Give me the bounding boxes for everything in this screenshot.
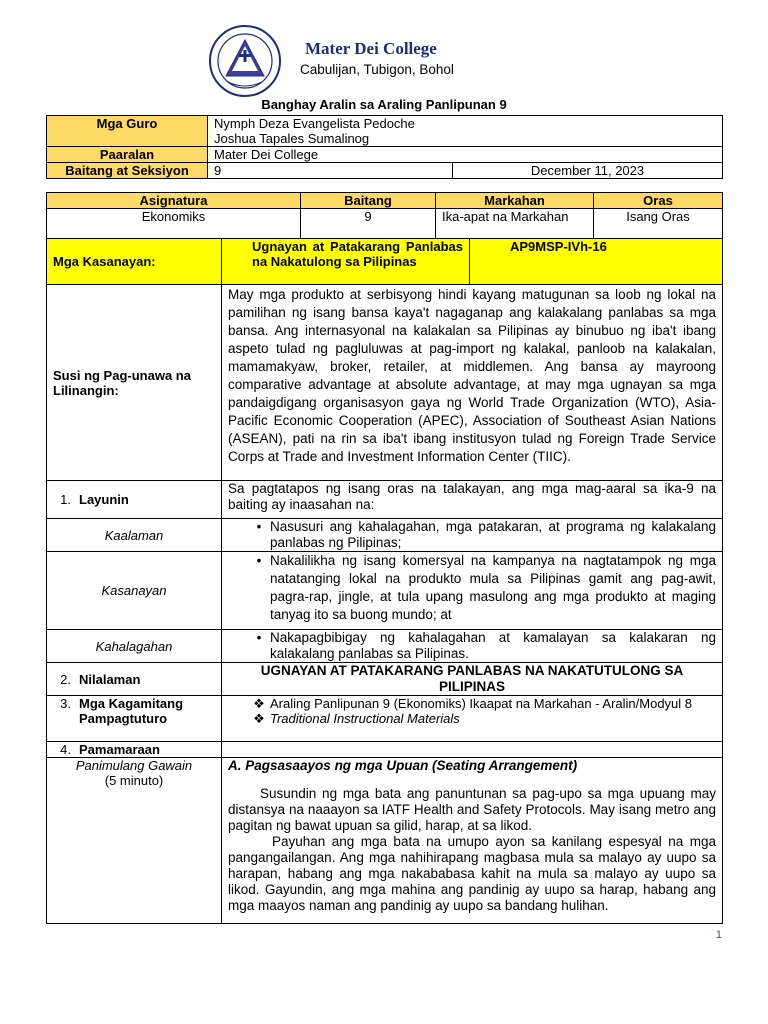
markahan-header: Markahan — [436, 193, 594, 209]
section-a-paragraph-2: Payuhan ang mga bata na umupo ayon sa kanilang espesyal na mga pangangailangan. Ang mga nahihirapang magbasa mula sa malayo ay uupo sa harapan, habang ang mga nakababasa kahit na mula sa malayo ay uupo sa likod. Gayundin, ang mga mahina ang pandinig ay uupo sa harap, habang ang mga maayos naman ang pandinig ay uupo sa bandang hulihan. — [228, 834, 716, 913]
teacher-info-table — [46, 115, 723, 179]
paaralan-value: Mater Dei College — [208, 147, 723, 163]
layunin-intro: Sa pagtatapos ng isang oras na talakayan, ang mga mag-aaral sa ika-9 na baiting ay inaasahan na: — [222, 481, 723, 519]
guro-name-2: Joshua Tapales Sumalinog — [214, 131, 370, 146]
nilalaman-number: 2. — [60, 671, 71, 687]
panimulang-gawain-time: (5 minuto) — [104, 773, 164, 788]
pamamaraan-empty — [222, 742, 723, 758]
college-name: Mater Dei College — [305, 39, 437, 58]
baitang-value: 9 — [208, 163, 453, 179]
asignatura-value: Ekonomiks — [47, 209, 301, 239]
kasanayan-objective — [222, 552, 723, 630]
panimulang-gawain-content — [222, 758, 723, 924]
kaalaman-label: Kaalaman — [47, 519, 222, 552]
kaalaman-objective — [222, 519, 723, 552]
pamamaraan-header — [47, 742, 222, 758]
section-a-title: A. Pagsasaayos ng mga Upuan (Seating Arrangement) — [228, 758, 578, 773]
bullet-icon: • — [256, 519, 262, 534]
date-value: December 11, 2023 — [453, 163, 723, 179]
oras-value: Isang Oras — [594, 209, 723, 239]
markahan-value: Ika-apat na Markahan — [436, 209, 594, 239]
kahalagahan-objective — [222, 630, 723, 663]
guro-names — [208, 116, 723, 147]
diamond-bullet-icon: ❖ — [253, 711, 265, 726]
asignatura-header: Asignatura — [47, 193, 301, 209]
kahalagahan-text: Nakapagbibigay ng kahalagahan at kamalayan sa kalakaran ng kalakalang panlabas sa Pilipinas. — [270, 630, 716, 661]
kahalagahan-label: Kahalagahan — [47, 630, 222, 663]
kagamitan-item-2: Traditional Instructional Materials — [270, 711, 460, 726]
baitang-value-2: 9 — [301, 209, 436, 239]
kasanayan-text: Nakalilikha ng isang komersyal na kampanya na nagtatampok ng mga natatanging lokal na produkto mula sa Pilipinas gamit ang pag-awit, pagra-rap, jingle, at tula upang masulong ang mga produkto at maging tanyag ito sa buong mundo; at — [270, 553, 716, 622]
kagamitan-label: Mga Kagamitang Pampagtuturo — [79, 696, 184, 726]
nilalaman-text: UGNAYAN AT PATAKARANG PANLABAS NA NAKATUTULONG SA PILIPINAS — [222, 663, 723, 696]
oras-header: Oras — [594, 193, 723, 209]
kagamitan-number: 3. — [60, 696, 71, 711]
kagamitan-list — [222, 696, 723, 742]
kagamitan-item-1: Araling Panlipunan 9 (Ekonomiks) Ikaapat na Markahan - Aralin/Modyul 8 — [270, 696, 693, 711]
subject-table — [46, 192, 723, 239]
kasanayan-code: AP9MSP-IVh-16 — [470, 239, 723, 285]
baitang-header: Baitang — [301, 193, 436, 209]
lesson-plan-table — [46, 238, 723, 924]
susi-text: May mga produkto at serbisyong hindi kayang matugunan sa loob ng lokal na pamilihan ng isang bansa kaya't nagaganap ang kalakalang panlabas sa mga bansa. Ang internasyonal na kalakalan sa Pilipinas ay binubuo ng iba't ibang aspeto tulad ng pagluluwas at pag-import ng kalakal, panloob na kalakalan, mamamakyaw, broker, retailer, at middlemen. Ang bansa ay mayroong comparative advantage at absolute advantage, at may mga ugnayan sa mga pandaigdigang organisasyon gaya ng World Trade Organization (WTO), Asia-Pacific Economic Cooperation (APEC), Association of Southeast Asian Nations (ASEAN), pati na rin sa iba't ibang institusyon tulad ng Foreign Trade Service Corps at Trade and Investment Information Center (TIIC). — [222, 285, 723, 481]
bullet-icon: • — [256, 630, 262, 645]
bullet-icon: • — [256, 553, 262, 568]
nilalaman-label: Nilalaman — [79, 671, 141, 687]
college-address: Cabulijan, Tubigon, Bohol — [300, 62, 454, 77]
panimulang-gawain-cell — [47, 758, 222, 924]
diamond-bullet-icon: ❖ — [253, 696, 265, 711]
kasanayan-topic: Ugnayan at Patakarang Panlabas na Nakatulong sa Pilipinas — [222, 239, 470, 285]
kagamitan-header — [47, 696, 222, 742]
pamamaraan-label: Pamamaraan — [79, 742, 160, 757]
page-number: 1 — [715, 929, 722, 941]
nilalaman-header — [47, 663, 222, 696]
kaalaman-text: Nasusuri ang kahalagahan, mga patakaran, at programa ng kalakalang panlabas ng Pilipinas; — [270, 519, 716, 550]
pamamaraan-number: 4. — [60, 742, 71, 757]
paaralan-label: Paaralan — [47, 147, 208, 163]
susi-label: Susi ng Pag-unawa na Lilinangin: — [47, 285, 222, 481]
baitang-seksiyon-label: Baitang at Seksiyon — [47, 163, 208, 179]
college-seal-logo — [208, 24, 282, 98]
layunin-header — [47, 481, 222, 519]
panimulang-gawain-label: Panimulang Gawain — [75, 758, 193, 773]
section-a-paragraph-1: Susundin ng mga bata ang panuntunan sa pag-upo sa mga upuang may distansya na naaayon sa IATF Health and Safety Protocols. May isang metro ang pagitan ng bawat upuan sa gilid, harap, at sa likod. — [228, 786, 716, 833]
layunin-number: 1. — [60, 492, 71, 507]
document-title: Banghay Aralin sa Araling Panlipunan 9 — [261, 97, 507, 112]
kasanayan-objective-label: Kasanayan — [47, 552, 222, 630]
layunin-label: Layunin — [79, 492, 129, 507]
guro-label: Mga Guro — [47, 116, 208, 147]
guro-name-1: Nymph Deza Evangelista Pedoche — [214, 116, 415, 131]
kasanayan-label: Mga Kasanayan: — [47, 239, 222, 285]
